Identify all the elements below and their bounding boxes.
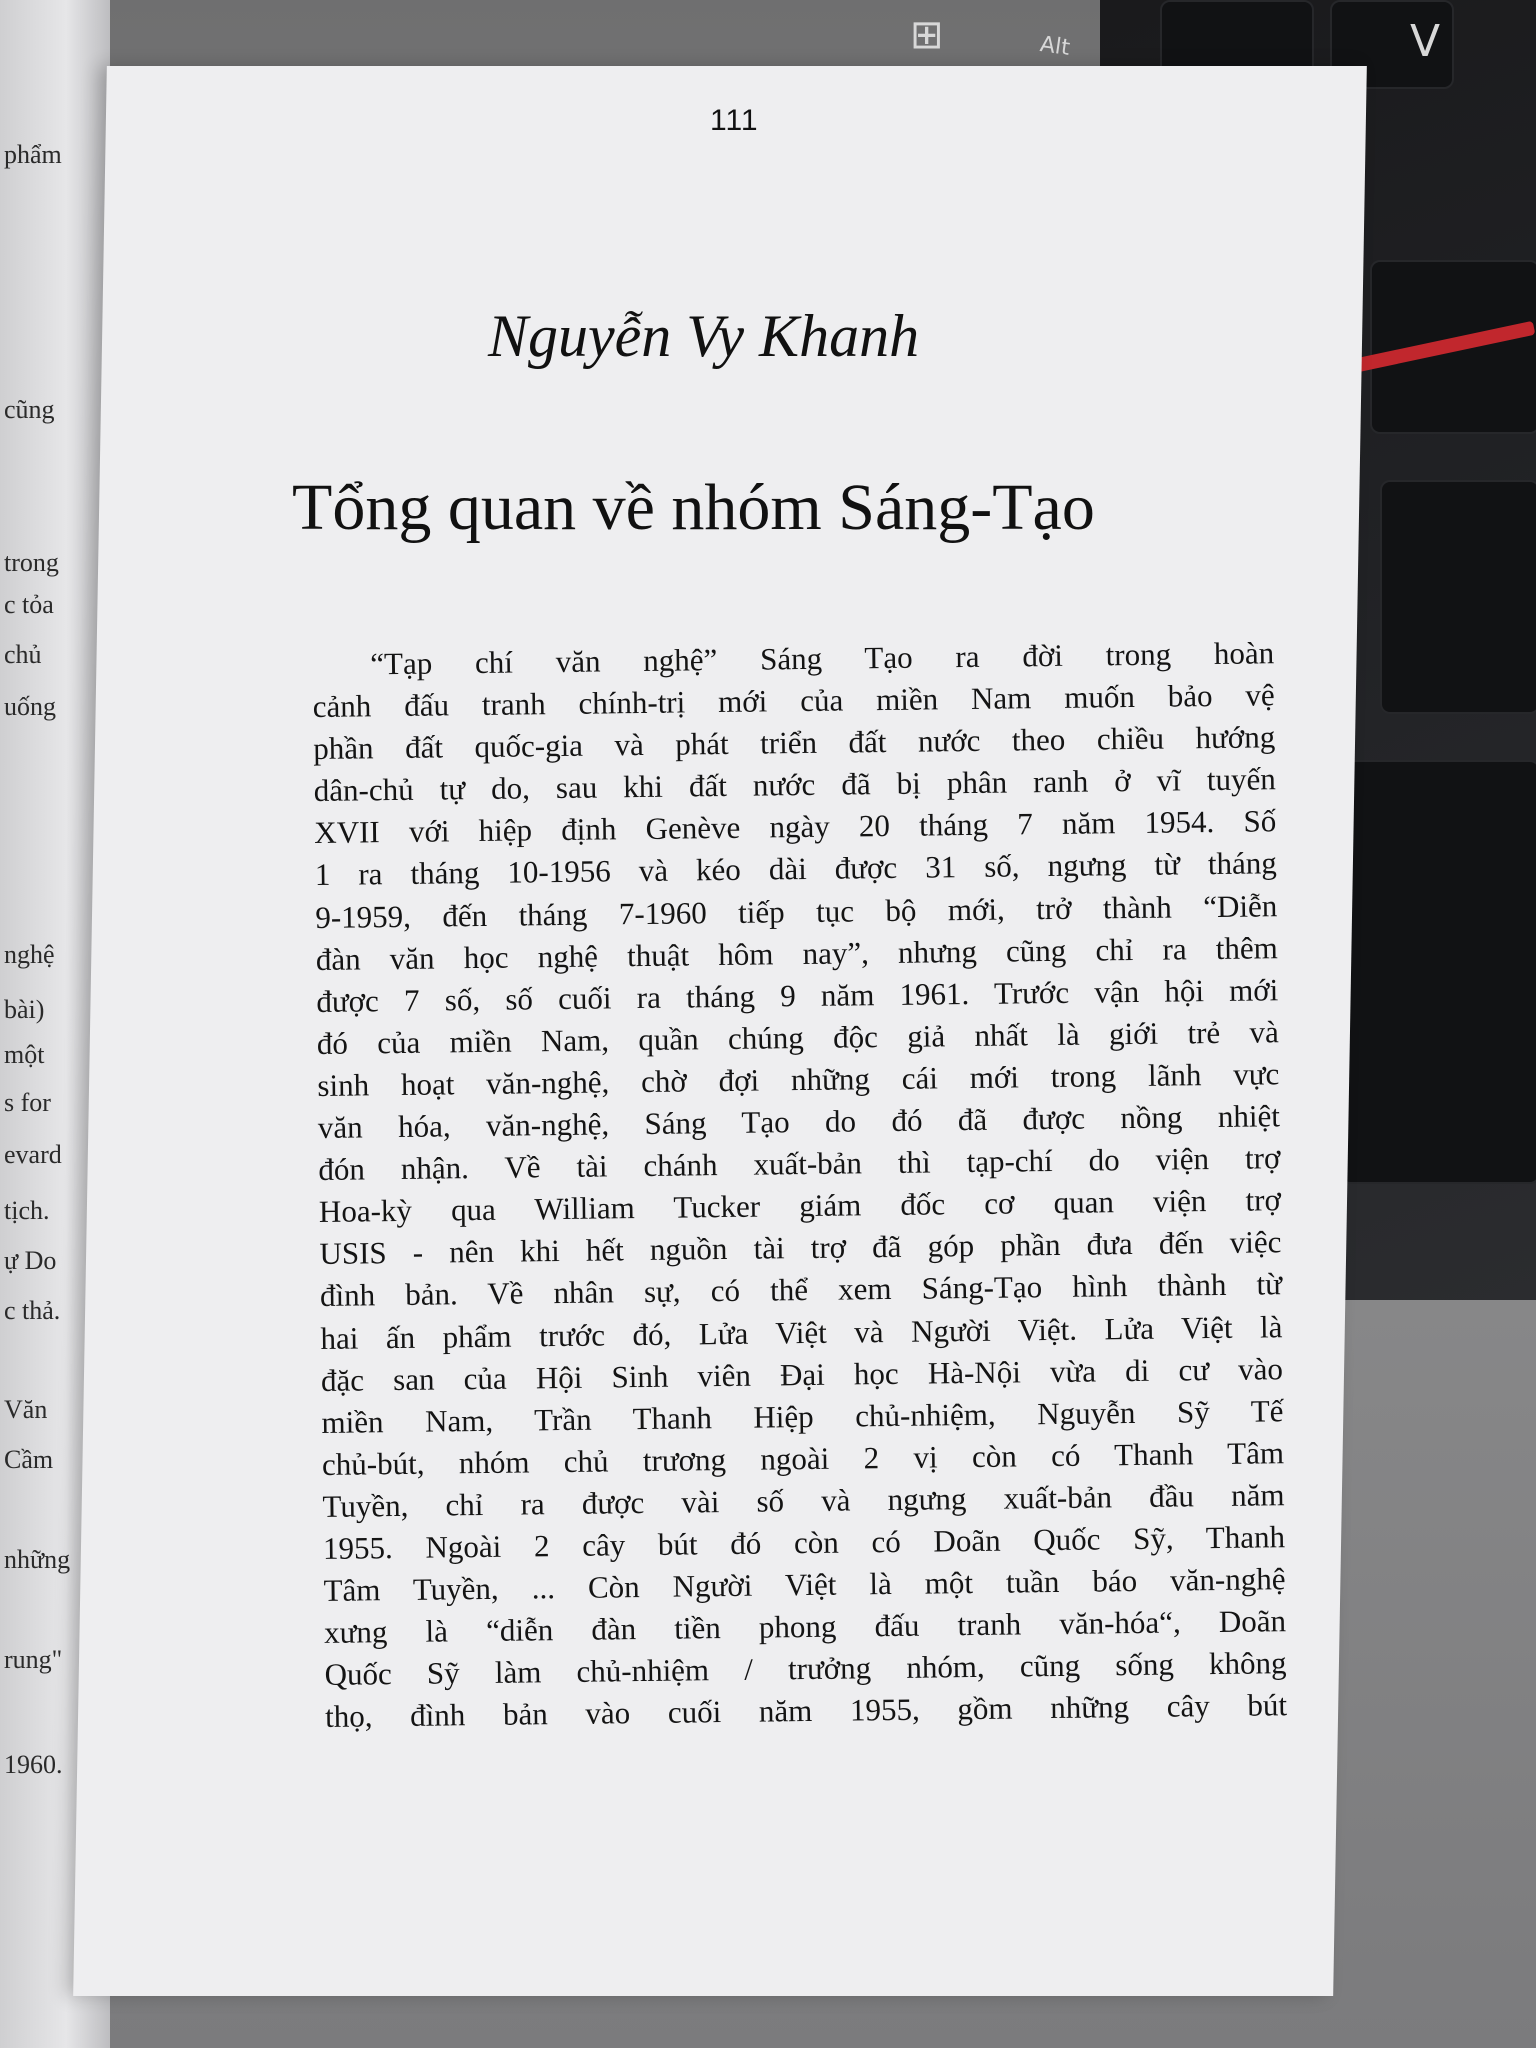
body-line: 9-1959, đến tháng 7-1960 tiếp tục bộ mới, trở thành “Diễn xyxy=(315,887,1278,935)
left-page-fragment: ự Do xyxy=(4,1246,57,1275)
body-line: USIS - nên khi hết nguồn tài trợ đã góp phần đưa đến việc xyxy=(319,1224,1282,1272)
left-page-fragment: bài) xyxy=(4,995,45,1024)
body-line: đàn văn học nghệ thuật hôm nay”, nhưng cũng chỉ ra thêm xyxy=(315,929,1278,977)
body-line: Quốc Sỹ làm chủ-nhiệm / trưởng nhóm, cũng sống không xyxy=(324,1645,1287,1693)
body-line: miền Nam, Trần Thanh Hiệp chủ-nhiệm, Nguyễn Sỹ Tế xyxy=(321,1392,1284,1440)
author-name: Nguyễn Vy Khanh xyxy=(488,303,920,369)
left-page-fragment: c tỏa xyxy=(4,590,54,619)
body-line: thọ, đình bản vào cuối năm 1955, gồm những cây bút xyxy=(324,1687,1288,1735)
left-page-fragment: tịch. xyxy=(4,1196,50,1225)
body-line: cảnh đấu tranh chính-trị mới của miền Nam muốn bảo vệ xyxy=(312,677,1275,725)
body-line: phần đất quốc-gia và phát triển đất nước theo chiều hướng xyxy=(313,719,1276,767)
windows-key-icon: ⊞ xyxy=(910,12,944,58)
left-page-fragment: nghệ xyxy=(4,940,55,969)
left-page-fragment: evard xyxy=(4,1140,62,1169)
body-line: xưng là “diễn đàn tiền phong đấu tranh văn-hóa“, Doãn xyxy=(323,1603,1287,1651)
keyboard-key xyxy=(1340,760,1536,1184)
left-page-fragment: những xyxy=(4,1545,71,1574)
body-line: Tuyền, chỉ ra được vài số và ngưng xuất-bản đầu năm xyxy=(322,1477,1285,1524)
body-line: hai ấn phẩm trước đó, Lửa Việt và Người Việt. Lửa Việt là xyxy=(320,1308,1283,1356)
left-page-fragment: 1960. xyxy=(4,1750,63,1779)
body-line: đặc san của Hội Sinh viên Đại học Hà-Nội vừa di cư vào xyxy=(320,1350,1284,1398)
body-line: được 7 số, số cuối ra tháng 9 năm 1961. Trước vận hội mới xyxy=(316,971,1279,1019)
body-line: 1955. Ngoài 2 cây bút đó còn có Doãn Quốc Sỹ, Thanh xyxy=(322,1519,1286,1566)
keyboard-key xyxy=(1380,480,1536,714)
left-page-fragment: uống xyxy=(4,692,56,721)
page-number: 111 xyxy=(710,104,759,137)
body-line: đình bản. Về nhân sự, có thể xem Sáng-Tạo hình thành từ xyxy=(319,1266,1283,1314)
left-page-fragment: chủ xyxy=(4,640,42,669)
left-page-fragment: rung" xyxy=(4,1645,63,1674)
body-line: 1 ra tháng 10-1956 và kéo dài được 31 số, ngưng từ tháng xyxy=(314,845,1277,893)
body-line: sinh hoạt văn-nghệ, chờ đợi những cái mới trong lãnh vực xyxy=(317,1056,1280,1103)
v-key-label: V xyxy=(1410,16,1441,67)
chapter-title: Tổng quan về nhóm Sáng-Tạo xyxy=(292,471,1095,544)
body-text xyxy=(312,632,1287,1738)
body-line: XVII với hiệp định Genève ngày 20 tháng 7 năm 1954. Số xyxy=(314,803,1277,851)
alt-key-label: Alt xyxy=(1038,32,1072,61)
left-page-fragment: Cầm xyxy=(4,1445,54,1474)
left-page-fragment: phẩm xyxy=(4,140,62,169)
left-page-fragment: s for xyxy=(4,1088,51,1117)
body-line: “Tạp chí văn nghệ” Sáng Tạo ra đời trong hoàn xyxy=(370,635,1275,682)
body-line: đó của miền Nam, quần chúng độc giả nhất là giới trẻ và xyxy=(316,1014,1280,1061)
body-line: văn hóa, văn-nghệ, Sáng Tạo do đó đã được nồng nhiệt xyxy=(317,1098,1281,1145)
left-page-fragment: cũng xyxy=(4,395,55,424)
left-page-fragment: trong xyxy=(4,548,59,577)
left-page-fragment: c thả. xyxy=(4,1296,61,1325)
body-line: dân-chủ tự do, sau khi đất nước đã bị phân ranh ở vĩ tuyến xyxy=(313,761,1276,809)
left-page-fragment: Văn xyxy=(4,1395,48,1424)
body-line: Tâm Tuyền, ... Còn Người Việt là một tuần báo văn-nghệ xyxy=(323,1561,1286,1608)
body-line: Hoa-kỳ qua William Tucker giám đốc cơ quan viện trợ xyxy=(318,1182,1282,1230)
left-page-fragment: một xyxy=(4,1040,45,1069)
body-line: đón nhận. Về tài chánh xuất-bản thì tạp-chí do viện trợ xyxy=(318,1140,1281,1188)
body-line: chủ-bút, nhóm chủ trương ngoài 2 vị còn có Thanh Tâm xyxy=(321,1434,1285,1482)
